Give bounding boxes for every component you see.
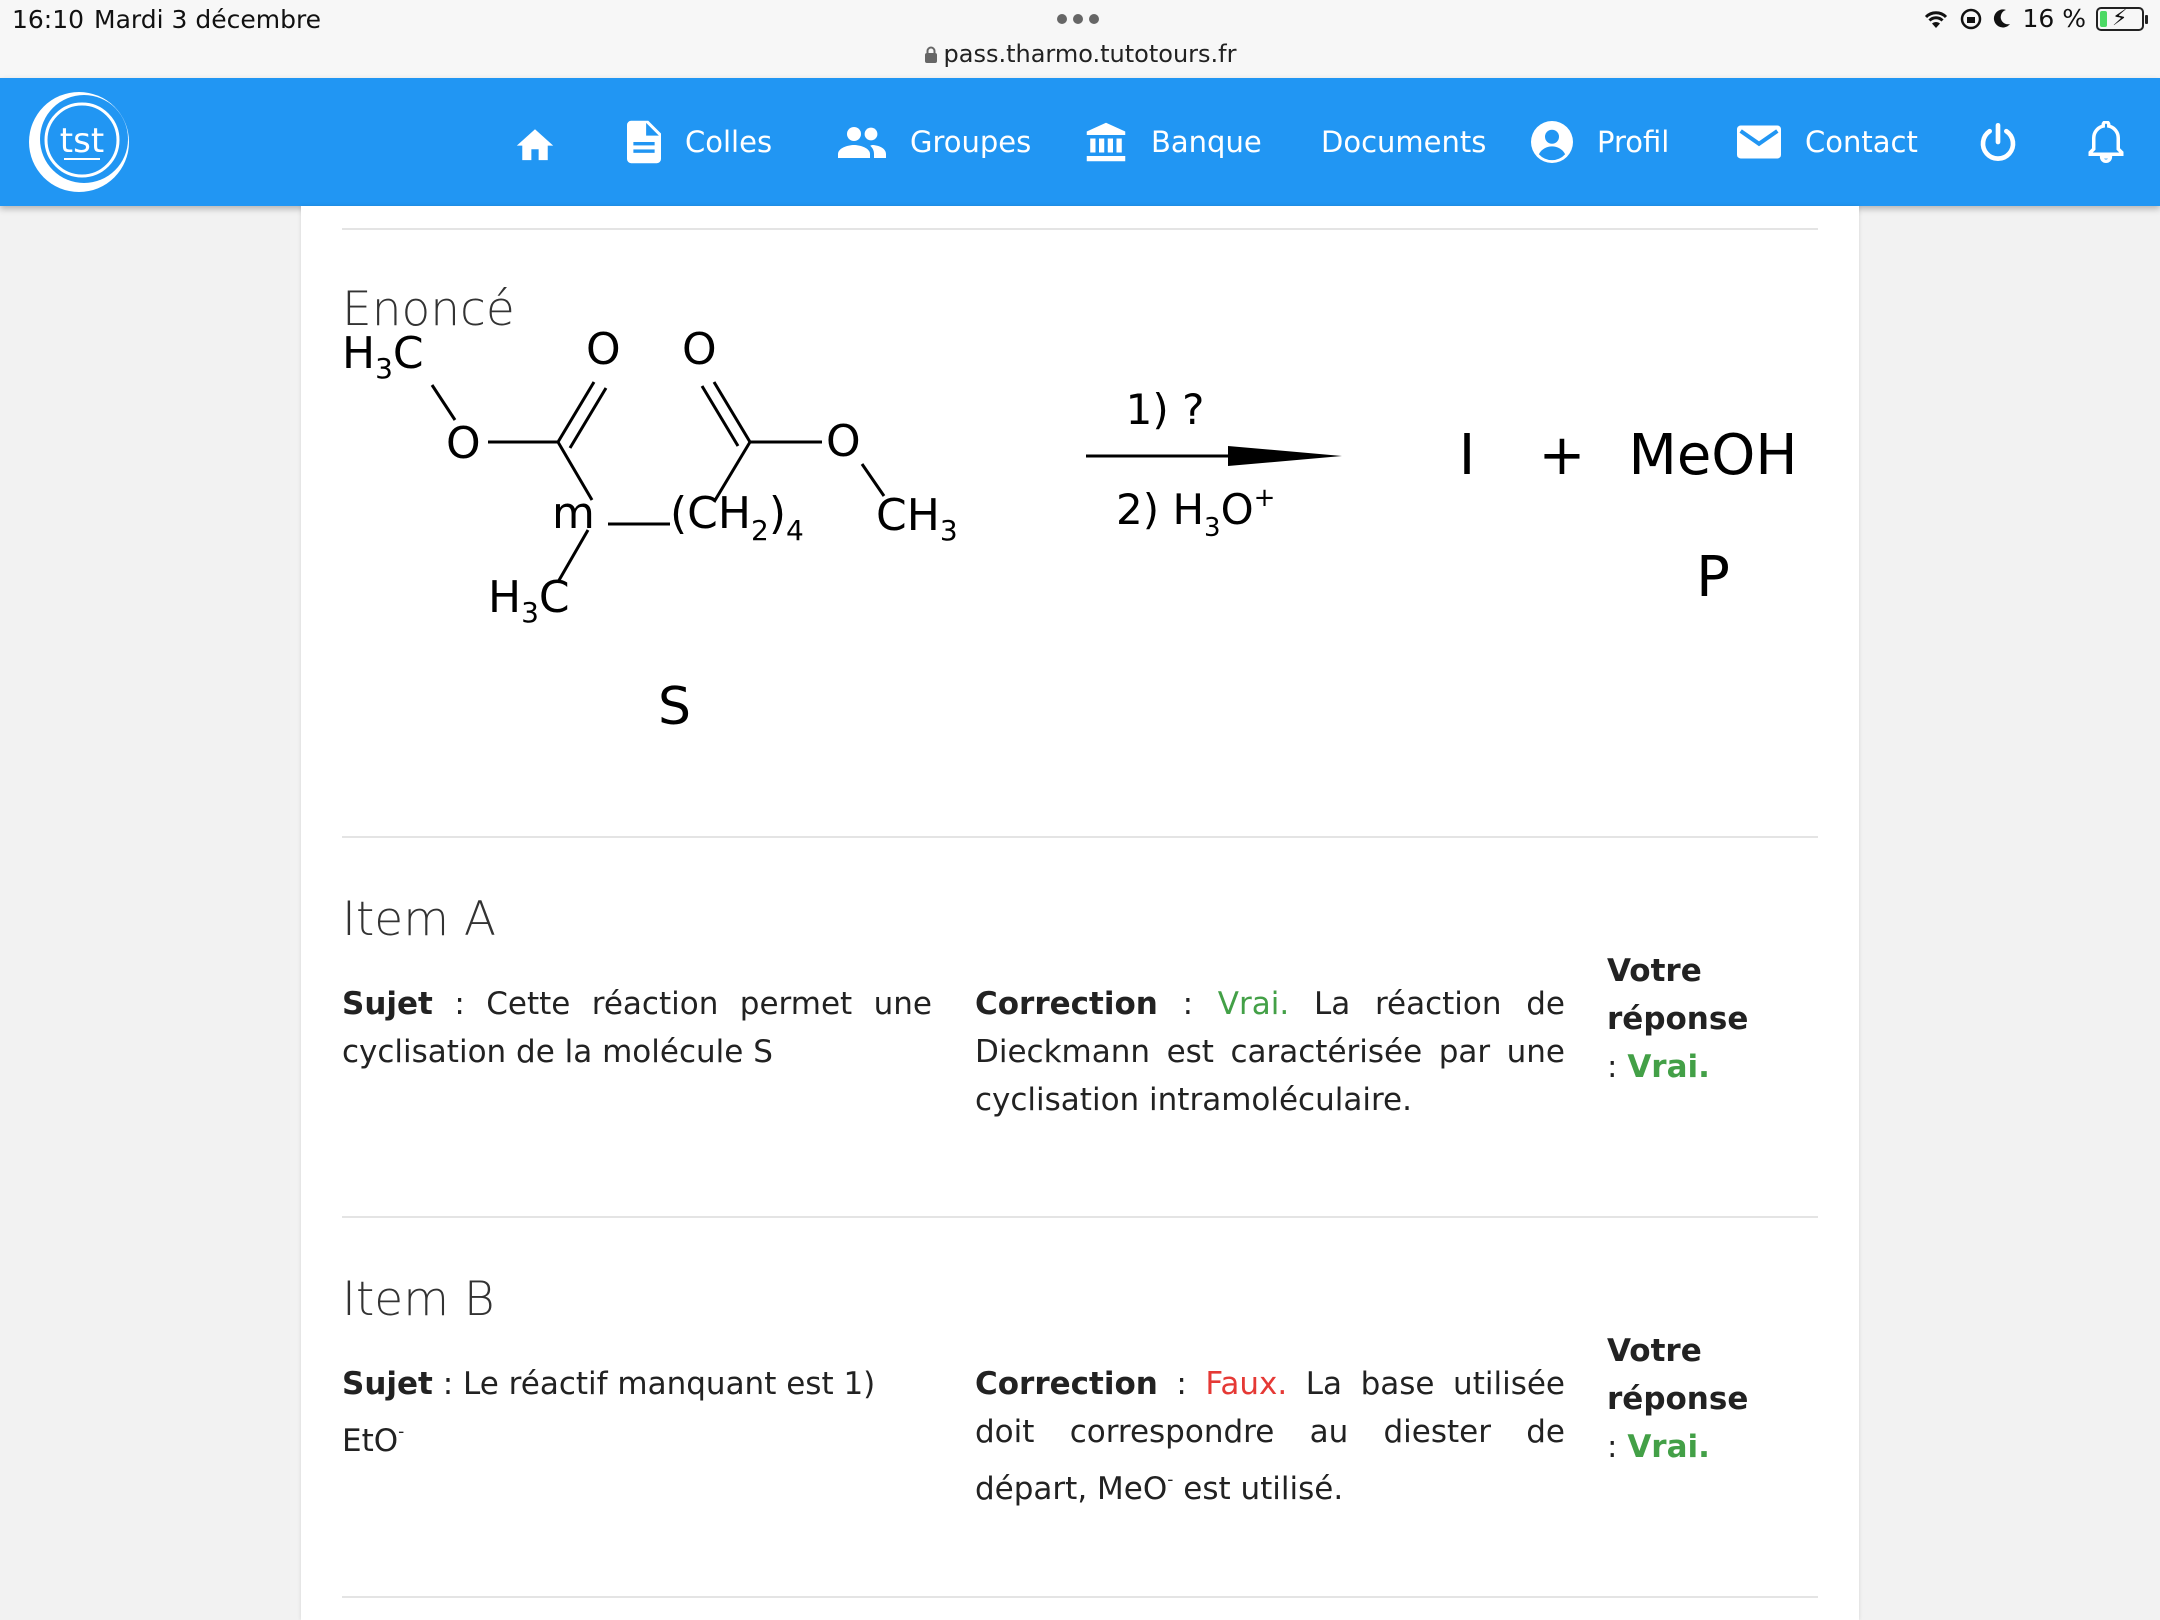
nav-profil-label: Profil xyxy=(1597,125,1670,159)
divider xyxy=(342,1596,1818,1598)
reagent-step-1: 1) ? xyxy=(1125,385,1205,434)
product-label-p: P xyxy=(1696,545,1730,610)
nav-banque-label: Banque xyxy=(1151,125,1262,159)
sujet-label: Sujet xyxy=(342,1366,433,1402)
home-icon xyxy=(513,122,557,162)
nav-notifications[interactable] xyxy=(2088,78,2124,206)
mol-h3c-bottom: H xyxy=(488,572,522,623)
power-icon xyxy=(1978,122,2018,162)
svg-text:(CH2)4: $(CH_2)_4$ xyxy=(670,488,804,547)
nav-logout[interactable] xyxy=(1978,78,2018,206)
reponse-label: Votre réponse xyxy=(1607,1333,1749,1417)
nav-home[interactable] xyxy=(513,78,557,206)
mail-icon xyxy=(1737,125,1781,159)
mol-h3c-top-h: H xyxy=(342,328,376,379)
svg-text:H3C: $H_3C$ xyxy=(342,328,424,385)
reponse-label: Votre réponse xyxy=(1607,953,1749,1037)
reaction-scheme xyxy=(330,320,1830,750)
group-icon xyxy=(838,126,886,158)
moon-icon xyxy=(1992,8,2012,30)
correction-verdict: Faux. xyxy=(1205,1366,1288,1402)
sujet-label: Sujet xyxy=(342,986,433,1022)
nav-profil[interactable] xyxy=(1531,78,1669,206)
item-a-title: Item A xyxy=(342,892,497,947)
correction-text: La base utilisée doit correspondre au diester de départ, MeO xyxy=(975,1366,1565,1507)
bell-icon xyxy=(2088,121,2124,163)
item-a-reponse: Votre réponse : Vrai. xyxy=(1607,953,1749,1085)
url-text: pass.tharmo.tutotours.fr xyxy=(943,40,1237,68)
wifi-icon xyxy=(1922,8,1950,30)
divider xyxy=(342,836,1818,838)
sujet-text: Le réactif manquant est 1) EtO xyxy=(342,1366,876,1459)
tutotours-logo[interactable] xyxy=(24,90,140,194)
nav-colles[interactable] xyxy=(627,78,772,206)
mol-o-carbonyl-1: O xyxy=(586,324,621,375)
divider xyxy=(342,228,1818,230)
nav-colles-label: Colles xyxy=(685,125,773,159)
product-meoh: MeOH xyxy=(1628,423,1798,488)
mol-o-carbonyl-2: O xyxy=(682,324,717,375)
mol-o-ester-1: O xyxy=(446,418,481,469)
enonce-title: Enoncé xyxy=(342,282,515,337)
mol-ch3-right: CH xyxy=(876,490,940,541)
item-b-sujet: Sujet : Le réactif manquant est 1) EtO- xyxy=(342,1366,876,1459)
nav-groupes[interactable] xyxy=(838,78,1031,206)
mol-ch2-chain: (CH xyxy=(670,488,751,539)
correction-label: Correction xyxy=(975,1366,1158,1402)
mol-m-label: m xyxy=(552,488,595,539)
battery-percent: 16 % xyxy=(2022,4,2086,33)
molecule-label-s: S xyxy=(658,677,692,737)
correction-verdict: Vrai. xyxy=(1217,986,1290,1022)
svg-text:tst: tst xyxy=(59,121,105,161)
top-navbar xyxy=(0,78,2160,206)
item-b-title: Item B xyxy=(342,1272,495,1327)
status-indicators xyxy=(1922,4,2144,33)
nav-documents-label: Documents xyxy=(1321,125,1487,159)
plus-sign: + xyxy=(1538,423,1586,488)
status-bar xyxy=(0,0,2160,78)
correction-label: Correction xyxy=(975,986,1158,1022)
nav-banque[interactable] xyxy=(1085,78,1262,206)
sujet-text: Cette réaction permet une cyclisation de la molécule S xyxy=(342,986,932,1070)
item-a-correction: Correction : Vrai. La réaction de Dieckmann est caractérisée par une cyclisation intramoléculaire. xyxy=(975,986,1566,1118)
correction-text: La réaction de Dieckmann est caractérisée par une cyclisation intramoléculaire. xyxy=(975,986,1566,1118)
battery-icon: ⚡ xyxy=(2096,7,2144,31)
svg-text:CH3: $CH_3$ xyxy=(876,490,958,547)
divider xyxy=(342,1216,1818,1218)
status-time: 16:10 xyxy=(12,5,85,34)
item-b-correction: Correction : Faux. La base utilisée doit correspondre au diester de départ, MeO- est utilisé. xyxy=(975,1366,1565,1507)
status-date: Mardi 3 décembre xyxy=(94,5,322,34)
item-a-sujet: Sujet : Cette réaction permet une cyclisation de la molécule S xyxy=(342,986,932,1070)
nav-groupes-label: Groupes xyxy=(910,125,1032,159)
browser-menu-dots-icon[interactable] xyxy=(1057,14,1099,24)
nav-contact-label: Contact xyxy=(1805,125,1918,159)
reagent-step-2: 2) H xyxy=(1116,485,1205,534)
svg-text:2) H3O+: 2) $H_3O^+$ xyxy=(1116,483,1276,543)
reaction-arrow xyxy=(1228,446,1342,466)
reponse-value: Vrai. xyxy=(1627,1429,1710,1465)
orientation-lock-icon xyxy=(1960,8,1982,30)
nav-documents[interactable] xyxy=(1321,78,1486,206)
mol-o-ester-2: O xyxy=(826,416,861,467)
product-i: I xyxy=(1458,423,1476,488)
bank-icon xyxy=(1085,121,1127,163)
address-bar[interactable] xyxy=(0,40,2160,68)
svg-text:H3C: $H_3C$ xyxy=(488,572,570,629)
reponse-value: Vrai. xyxy=(1627,1049,1710,1085)
account-icon xyxy=(1531,121,1573,163)
item-b-reponse: Votre réponse : Vrai. xyxy=(1607,1333,1749,1465)
nav-contact[interactable] xyxy=(1737,78,1918,206)
document-icon xyxy=(627,120,661,164)
lock-icon xyxy=(924,46,938,64)
